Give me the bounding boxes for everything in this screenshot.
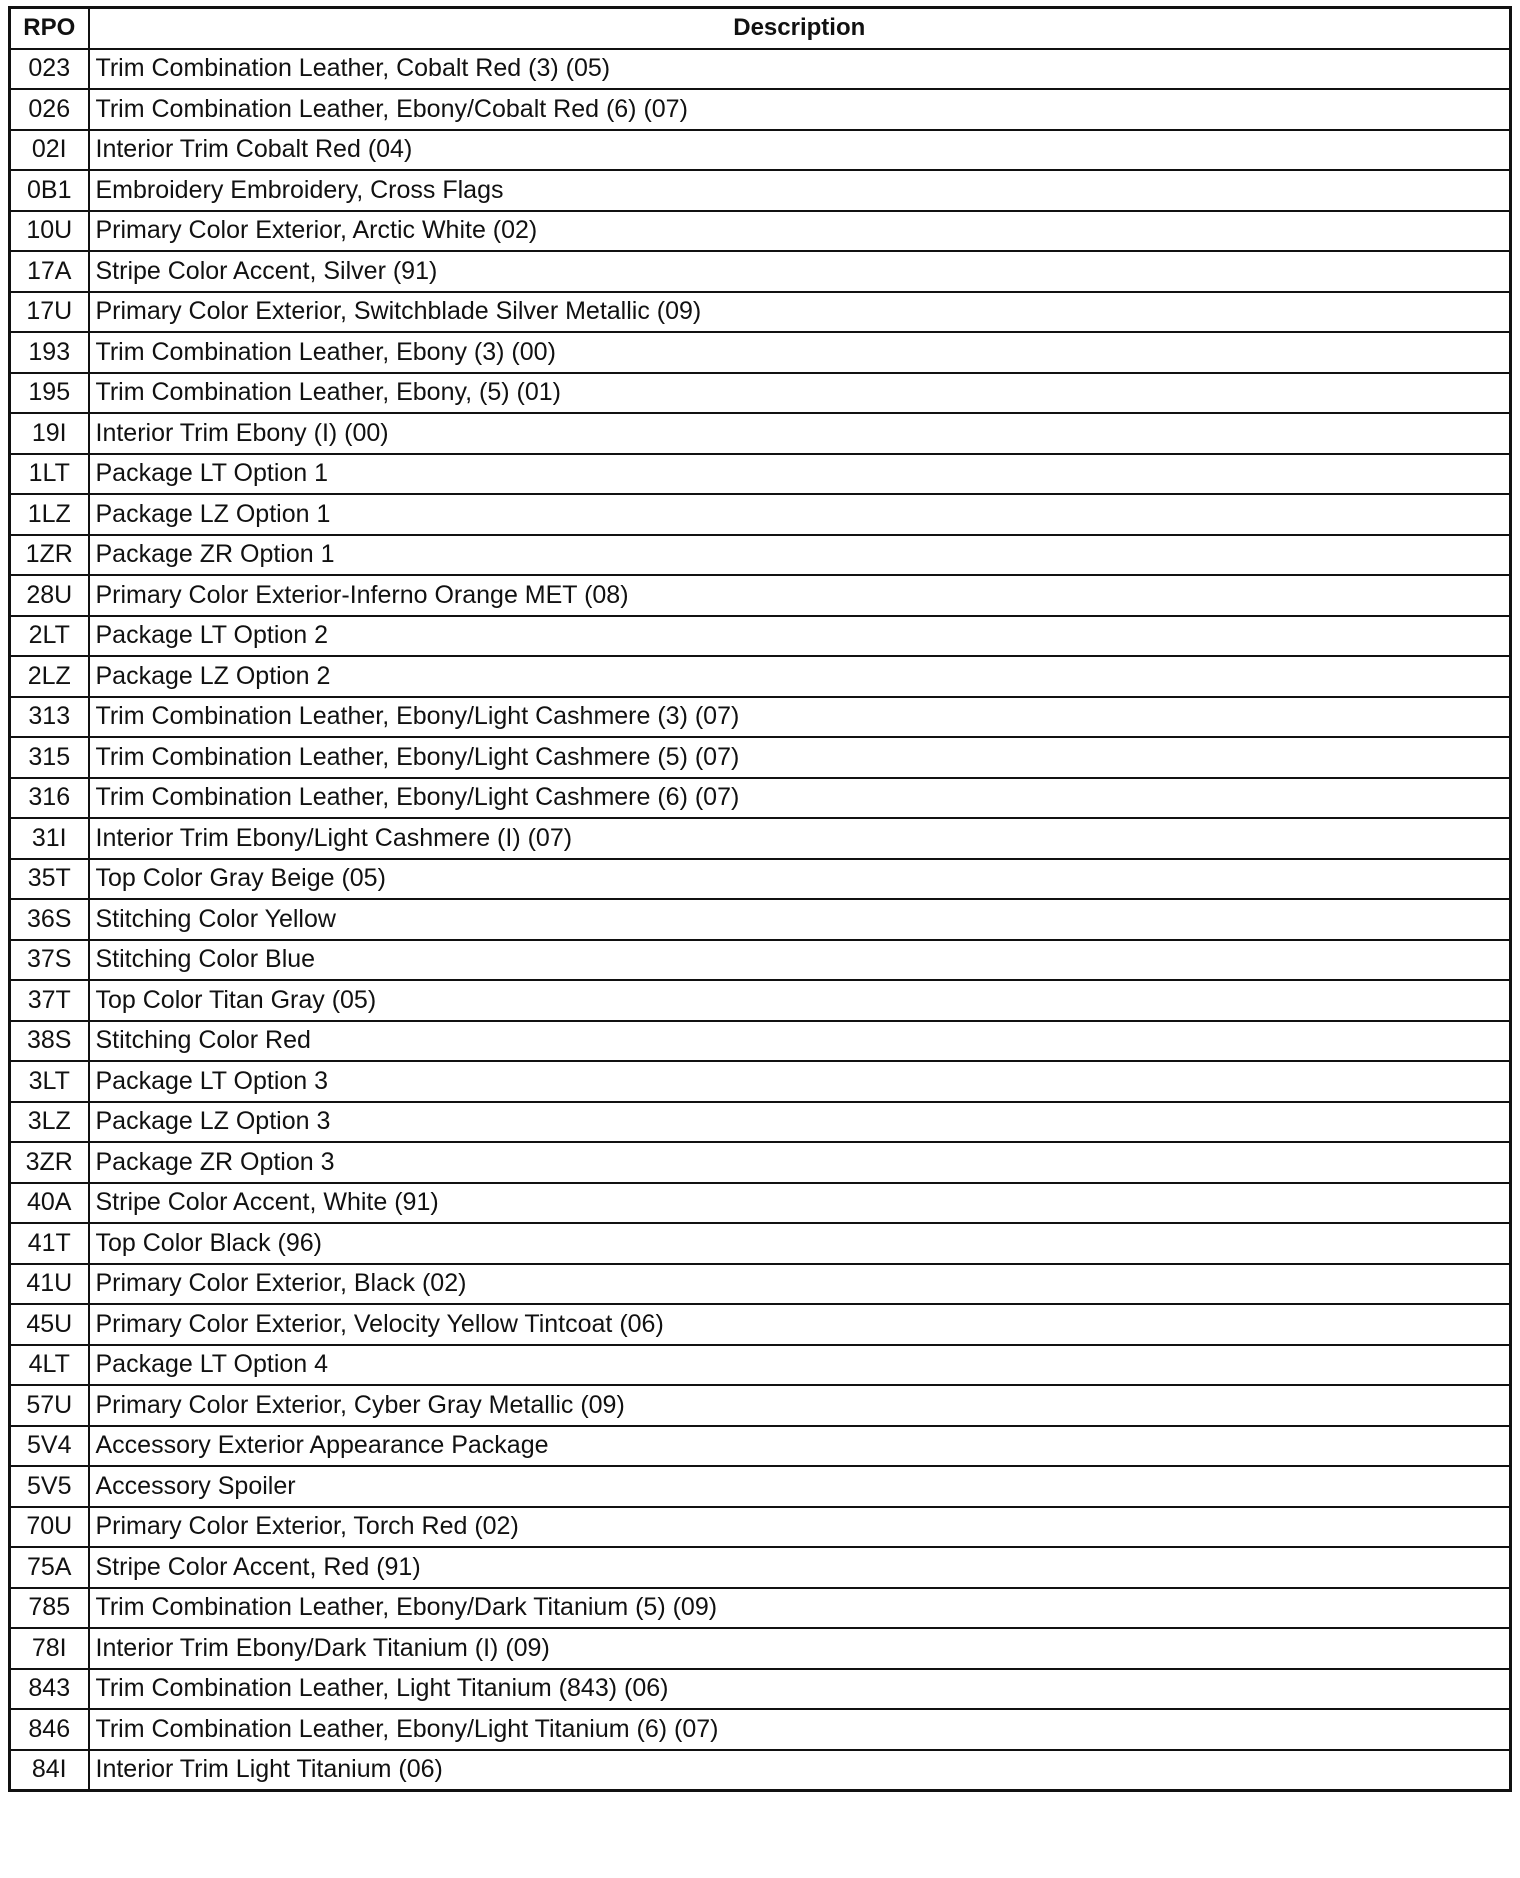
table-row bbox=[10, 332, 1511, 373]
rpo-code-cell: 026 bbox=[10, 89, 89, 130]
description-cell: Trim Combination Leather, Cobalt Red (3) (05) bbox=[89, 49, 1511, 90]
table-row bbox=[10, 1547, 1511, 1588]
description-cell: Primary Color Exterior, Cyber Gray Metallic (09) bbox=[89, 1385, 1511, 1426]
table-row bbox=[10, 454, 1511, 495]
rpo-table bbox=[8, 6, 1512, 1792]
rpo-code-cell: 84I bbox=[10, 1750, 89, 1791]
rpo-code-cell: 3LZ bbox=[10, 1102, 89, 1143]
table-body bbox=[10, 49, 1511, 1791]
description-cell: Package LZ Option 2 bbox=[89, 656, 1511, 697]
description-cell: Interior Trim Light Titanium (06) bbox=[89, 1750, 1511, 1791]
table-row bbox=[10, 1264, 1511, 1305]
table-row bbox=[10, 1223, 1511, 1264]
header-row bbox=[10, 8, 1511, 49]
rpo-code-cell: 023 bbox=[10, 49, 89, 90]
description-cell: Trim Combination Leather, Ebony (3) (00) bbox=[89, 332, 1511, 373]
description-cell: Accessory Spoiler bbox=[89, 1466, 1511, 1507]
description-cell: Package LT Option 2 bbox=[89, 616, 1511, 657]
description-cell: Primary Color Exterior, Switchblade Silver Metallic (09) bbox=[89, 292, 1511, 333]
description-cell: Embroidery Embroidery, Cross Flags bbox=[89, 170, 1511, 211]
rpo-code-cell: 2LZ bbox=[10, 656, 89, 697]
description-cell: Trim Combination Leather, Ebony/Light Cashmere (3) (07) bbox=[89, 697, 1511, 738]
rpo-code-cell: 313 bbox=[10, 697, 89, 738]
description-cell: Stitching Color Blue bbox=[89, 940, 1511, 981]
header-description: Description bbox=[89, 8, 1511, 49]
description-cell: Trim Combination Leather, Ebony/Cobalt Red (6) (07) bbox=[89, 89, 1511, 130]
table-row bbox=[10, 656, 1511, 697]
description-cell: Stripe Color Accent, Red (91) bbox=[89, 1547, 1511, 1588]
description-cell: Package LZ Option 1 bbox=[89, 494, 1511, 535]
table-row bbox=[10, 1709, 1511, 1750]
rpo-code-cell: 2LT bbox=[10, 616, 89, 657]
rpo-code-cell: 38S bbox=[10, 1021, 89, 1062]
rpo-code-cell: 3ZR bbox=[10, 1142, 89, 1183]
table-row bbox=[10, 980, 1511, 1021]
rpo-code-cell: 02I bbox=[10, 130, 89, 171]
description-cell: Top Color Gray Beige (05) bbox=[89, 859, 1511, 900]
rpo-code-cell: 10U bbox=[10, 211, 89, 252]
table-row bbox=[10, 251, 1511, 292]
rpo-code-cell: 316 bbox=[10, 778, 89, 819]
table-row bbox=[10, 737, 1511, 778]
table-row bbox=[10, 1426, 1511, 1467]
table-row bbox=[10, 1345, 1511, 1386]
rpo-code-cell: 0B1 bbox=[10, 170, 89, 211]
table-row bbox=[10, 130, 1511, 171]
table-row bbox=[10, 211, 1511, 252]
description-cell: Primary Color Exterior, Torch Red (02) bbox=[89, 1507, 1511, 1548]
table-row bbox=[10, 818, 1511, 859]
table-row bbox=[10, 373, 1511, 414]
table-row bbox=[10, 899, 1511, 940]
rpo-code-cell: 41U bbox=[10, 1264, 89, 1305]
description-cell: Stitching Color Yellow bbox=[89, 899, 1511, 940]
table-row bbox=[10, 859, 1511, 900]
table-header bbox=[10, 8, 1511, 49]
rpo-code-cell: 78I bbox=[10, 1628, 89, 1669]
rpo-code-cell: 19I bbox=[10, 413, 89, 454]
table-row bbox=[10, 413, 1511, 454]
table-row bbox=[10, 1628, 1511, 1669]
description-cell: Interior Trim Ebony/Dark Titanium (I) (09) bbox=[89, 1628, 1511, 1669]
rpo-code-cell: 35T bbox=[10, 859, 89, 900]
table-row bbox=[10, 1750, 1511, 1791]
rpo-code-cell: 4LT bbox=[10, 1345, 89, 1386]
rpo-code-cell: 45U bbox=[10, 1304, 89, 1345]
table-row bbox=[10, 49, 1511, 90]
table-row bbox=[10, 1588, 1511, 1629]
table-row bbox=[10, 697, 1511, 738]
rpo-code-cell: 37T bbox=[10, 980, 89, 1021]
description-cell: Interior Trim Ebony (I) (00) bbox=[89, 413, 1511, 454]
rpo-code-cell: 193 bbox=[10, 332, 89, 373]
rpo-code-cell: 57U bbox=[10, 1385, 89, 1426]
rpo-code-cell: 17U bbox=[10, 292, 89, 333]
description-cell: Trim Combination Leather, Ebony/Light Cashmere (6) (07) bbox=[89, 778, 1511, 819]
rpo-code-cell: 31I bbox=[10, 818, 89, 859]
description-cell: Trim Combination Leather, Ebony/Dark Titanium (5) (09) bbox=[89, 1588, 1511, 1629]
table-row bbox=[10, 1061, 1511, 1102]
table-row bbox=[10, 1385, 1511, 1426]
table-row bbox=[10, 535, 1511, 576]
description-cell: Stripe Color Accent, White (91) bbox=[89, 1183, 1511, 1224]
description-cell: Package LT Option 1 bbox=[89, 454, 1511, 495]
rpo-code-cell: 1LT bbox=[10, 454, 89, 495]
rpo-code-cell: 17A bbox=[10, 251, 89, 292]
table-row bbox=[10, 940, 1511, 981]
rpo-code-cell: 36S bbox=[10, 899, 89, 940]
table-row bbox=[10, 1021, 1511, 1062]
rpo-code-cell: 1LZ bbox=[10, 494, 89, 535]
description-cell: Accessory Exterior Appearance Package bbox=[89, 1426, 1511, 1467]
description-cell: Trim Combination Leather, Ebony/Light Titanium (6) (07) bbox=[89, 1709, 1511, 1750]
table-row bbox=[10, 170, 1511, 211]
table-row bbox=[10, 1102, 1511, 1143]
rpo-code-cell: 40A bbox=[10, 1183, 89, 1224]
rpo-code-cell: 785 bbox=[10, 1588, 89, 1629]
rpo-code-cell: 315 bbox=[10, 737, 89, 778]
rpo-code-cell: 5V5 bbox=[10, 1466, 89, 1507]
description-cell: Stitching Color Red bbox=[89, 1021, 1511, 1062]
rpo-code-cell: 28U bbox=[10, 575, 89, 616]
table-row bbox=[10, 292, 1511, 333]
description-cell: Primary Color Exterior, Black (02) bbox=[89, 1264, 1511, 1305]
table-row bbox=[10, 575, 1511, 616]
description-cell: Interior Trim Cobalt Red (04) bbox=[89, 130, 1511, 171]
description-cell: Package LT Option 4 bbox=[89, 1345, 1511, 1386]
rpo-code-cell: 75A bbox=[10, 1547, 89, 1588]
description-cell: Trim Combination Leather, Light Titanium (843) (06) bbox=[89, 1669, 1511, 1710]
header-rpo: RPO bbox=[10, 8, 89, 49]
rpo-code-cell: 41T bbox=[10, 1223, 89, 1264]
rpo-code-cell: 3LT bbox=[10, 1061, 89, 1102]
description-cell: Interior Trim Ebony/Light Cashmere (I) (07) bbox=[89, 818, 1511, 859]
description-cell: Trim Combination Leather, Ebony/Light Cashmere (5) (07) bbox=[89, 737, 1511, 778]
rpo-code-cell: 195 bbox=[10, 373, 89, 414]
rpo-code-cell: 1ZR bbox=[10, 535, 89, 576]
table-row bbox=[10, 1669, 1511, 1710]
rpo-code-cell: 843 bbox=[10, 1669, 89, 1710]
table-row bbox=[10, 1183, 1511, 1224]
rpo-code-cell: 846 bbox=[10, 1709, 89, 1750]
description-cell: Stripe Color Accent, Silver (91) bbox=[89, 251, 1511, 292]
description-cell: Primary Color Exterior, Arctic White (02) bbox=[89, 211, 1511, 252]
table-row bbox=[10, 778, 1511, 819]
description-cell: Top Color Black (96) bbox=[89, 1223, 1511, 1264]
table-row bbox=[10, 1507, 1511, 1548]
rpo-code-cell: 37S bbox=[10, 940, 89, 981]
table-row bbox=[10, 1304, 1511, 1345]
description-cell: Primary Color Exterior-Inferno Orange MET (08) bbox=[89, 575, 1511, 616]
description-cell: Top Color Titan Gray (05) bbox=[89, 980, 1511, 1021]
table-row bbox=[10, 616, 1511, 657]
description-cell: Package ZR Option 3 bbox=[89, 1142, 1511, 1183]
description-cell: Trim Combination Leather, Ebony, (5) (01) bbox=[89, 373, 1511, 414]
table-row bbox=[10, 494, 1511, 535]
rpo-code-cell: 5V4 bbox=[10, 1426, 89, 1467]
description-cell: Package LT Option 3 bbox=[89, 1061, 1511, 1102]
description-cell: Package LZ Option 3 bbox=[89, 1102, 1511, 1143]
table-row bbox=[10, 1466, 1511, 1507]
table-row bbox=[10, 1142, 1511, 1183]
rpo-code-cell: 70U bbox=[10, 1507, 89, 1548]
description-cell: Primary Color Exterior, Velocity Yellow Tintcoat (06) bbox=[89, 1304, 1511, 1345]
description-cell: Package ZR Option 1 bbox=[89, 535, 1511, 576]
table-row bbox=[10, 89, 1511, 130]
